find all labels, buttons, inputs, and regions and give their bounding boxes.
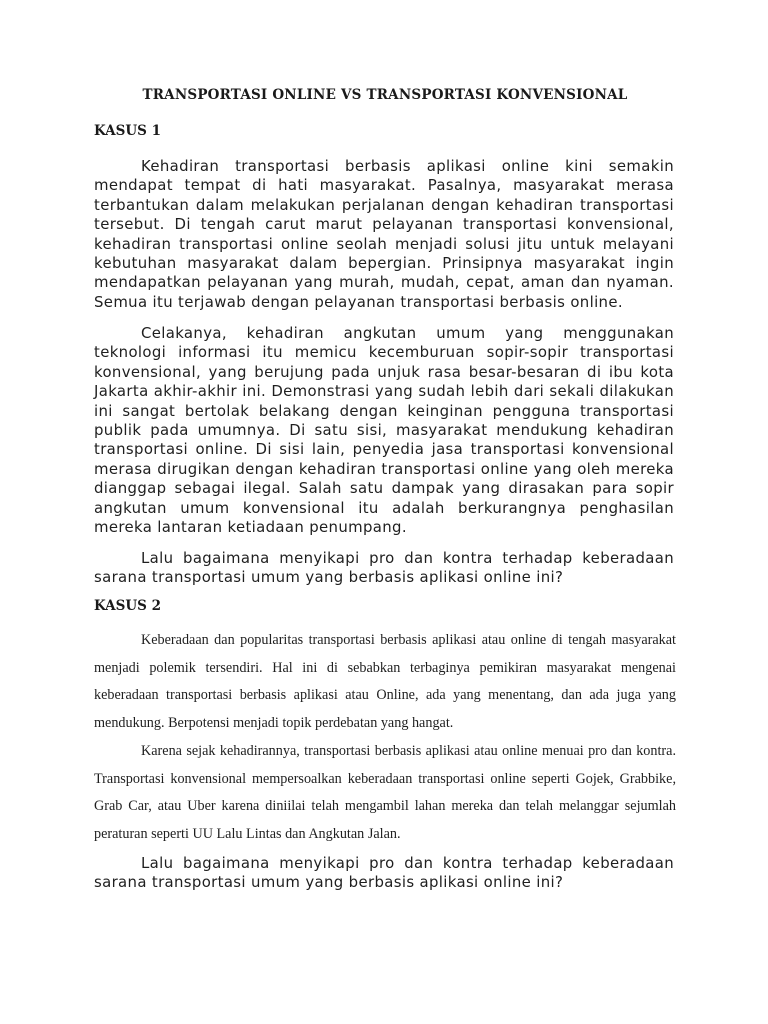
document-page bbox=[94, 0, 676, 1024]
case-1-paragraph-3: Lalu bagaimana menyikapi pro dan kontra terhadap keberadaan sarana transportasi umum yang berbasis aplikasi online ini? bbox=[94, 549, 674, 587]
case-2-heading: KASUS 2 bbox=[94, 598, 162, 614]
document-title: TRANSPORTASI ONLINE VS TRANSPORTASI KONVENSIONAL bbox=[142, 87, 628, 103]
case-1-paragraph-2: Celakanya, kehadiran angkutan umum yang menggunakan teknologi informasi itu memicu kecemburuan sopir-sopir transportasi konvensional, yang berujung pada unjuk rasa besar-besaran di ibu kota Jakarta akhir-akhir ini. Demonstrasi yang sudah lebih dari sekali dilakukan ini sangat bertolak belakang dengan keinginan pengguna transportasi publik pada umumnya. Di satu sisi, masyarakat mendukung kehadiran transportasi online. Di sisi lain, penyedia jasa transportasi konvensional merasa dirugikan dengan kehadiran transportasi online yang oleh mereka dianggap sebagai ilegal. Salah satu dampak yang dirasakan para sopir angkutan umum konvensional itu adalah berkurangnya penghasilan mereka lantaran ketiadaan penumpang. bbox=[94, 324, 674, 537]
case-1-heading: KASUS 1 bbox=[94, 123, 162, 139]
case-1-paragraph-1: Kehadiran transportasi berbasis aplikasi online kini semakin mendapat tempat di hati masyarakat. Pasalnya, masyarakat merasa terbantukan dalam melakukan perjalanan dengan kehadiran transportasi tersebut. Di tengah carut marut pelayanan transportasi konvensional, kehadiran transportasi online seolah menjadi solusi jitu untuk melayani kebutuhan masyarakat dalam bepergian. Prinsipnya masyarakat ingin mendapatkan pelayanan yang murah, mudah, cepat, aman dan nyaman. Semua itu terjawab dengan pelayanan transportasi berbasis online. bbox=[94, 157, 674, 311]
case-2-paragraph-2: Karena sejak kehadirannya, transportasi berbasis aplikasi atau online menuai pro dan kontra. Transportasi konvensional mempersoalkan keberadaan transportasi online seperti Gojek, Grabbike, Grab Car, atau Uber karena diniilai telah mengambil lahan mereka dan telah melanggar sejumlah peraturan seperti UU Lalu Lintas dan Angkutan Jalan. bbox=[94, 743, 676, 842]
case-2-paragraph-3: Lalu bagaimana menyikapi pro dan kontra terhadap keberadaan sarana transportasi umum yang berbasis aplikasi online ini? bbox=[94, 854, 674, 892]
case-2-paragraph-1: Keberadaan dan popularitas transportasi berbasis aplikasi atau online di tengah masyarakat menjadi polemik tersendiri. Hal ini di sebabkan terbaginya pemikiran masyarakat mengenai keberadaan transportasi berbasis aplikasi atau Online, ada yang menentang, dan ada juga yang mendukung. Berpotensi menjadi topik perdebatan yang hangat. bbox=[94, 632, 676, 731]
